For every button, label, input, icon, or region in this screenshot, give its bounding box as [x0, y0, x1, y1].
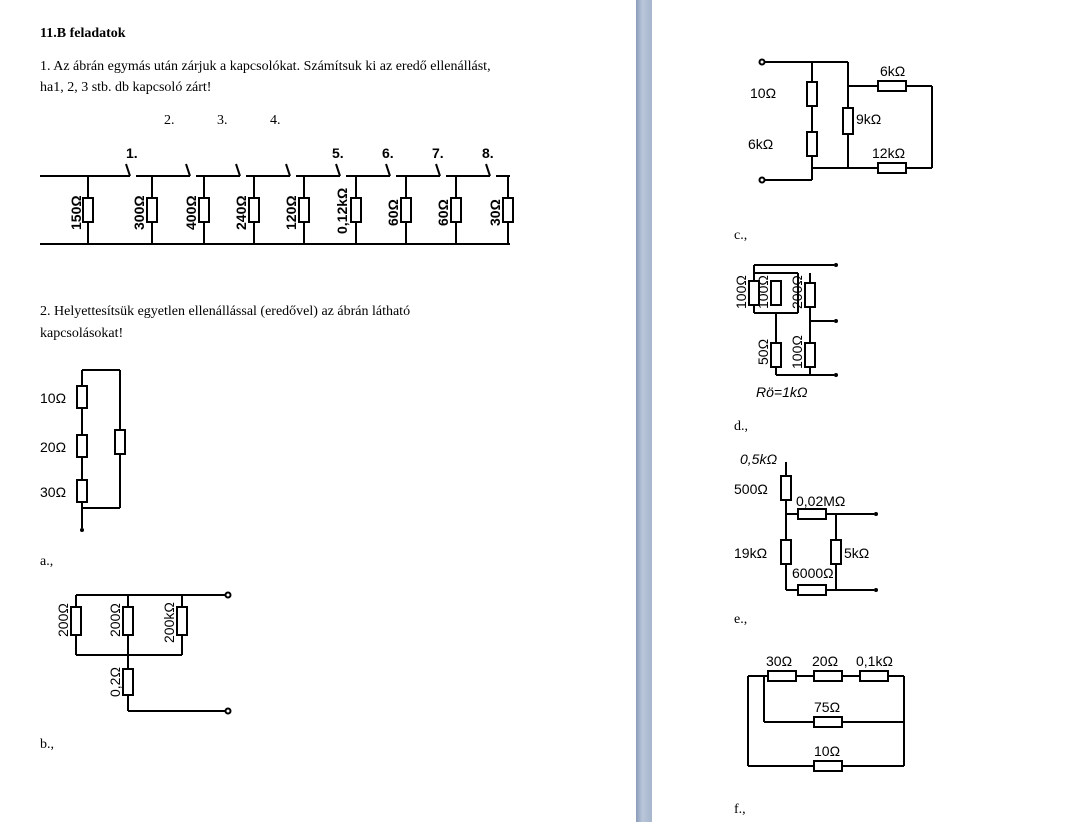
- circuit-e-r2-label: 0,02MΩ: [796, 493, 846, 509]
- circuit-e-r5-label: 6000Ω: [792, 565, 834, 581]
- circuit-d-note: Rö=1kΩ: [756, 384, 808, 400]
- circuit-b-r2-label: 200Ω: [107, 603, 123, 637]
- switch-1: [126, 164, 190, 176]
- circuit-c-caption: c.,: [734, 228, 748, 243]
- circuit-a-r3-label: 30Ω: [40, 484, 67, 500]
- circuit-c-r2-label: 6kΩ: [748, 136, 774, 152]
- circuit-d-r2-label: 100Ω: [755, 275, 771, 309]
- circuit-b-caption: b.,: [40, 737, 54, 752]
- circuit-c-diagram: [742, 50, 962, 190]
- circuit-a-caption: a.,: [40, 554, 54, 569]
- circuit-b-r3-label: 200kΩ: [161, 602, 177, 643]
- circuit-e-r1-label: 500Ω: [734, 481, 768, 497]
- circuit-e-r3-label: 19kΩ: [734, 545, 768, 561]
- circuit-b-r4-label: 0,2Ω: [107, 667, 123, 697]
- circuit-f-r2-label: 20Ω: [812, 653, 839, 669]
- switch-label-6: 6.: [382, 145, 394, 161]
- circuit-f-r5-label: 10Ω: [814, 743, 841, 759]
- r-label-150: 150Ω: [68, 195, 84, 230]
- circuit-c-r1-label: 10Ω: [750, 85, 777, 101]
- task2-line2: kapcsolásokat!: [40, 326, 124, 341]
- circuit-d-r5-label: 100Ω: [789, 335, 805, 369]
- circuit-d-diagram: [734, 255, 894, 410]
- circuit-e-caption: e.,: [734, 612, 748, 627]
- switch-header-2: 2.: [164, 113, 175, 128]
- circuit-f-diagram: [734, 640, 934, 780]
- r-label-240: 240Ω: [233, 195, 249, 230]
- switch-label-8: 8.: [482, 145, 494, 161]
- circuit-d-caption: d.,: [734, 419, 748, 434]
- circuit-d-r1-label: 100Ω: [733, 275, 749, 309]
- task1-line2: ha1, 2, 3 stb. db kapcsoló zárt!: [40, 80, 212, 95]
- circuit-e-note: 0,5kΩ: [740, 451, 778, 467]
- circuit-d-r3-label: 200Ω: [789, 275, 805, 309]
- switch-header-3: 3.: [217, 113, 228, 128]
- circuit-c-r5-label: 12kΩ: [872, 145, 906, 161]
- doc-title: 11.B feladatok: [40, 26, 126, 41]
- circuit-b-r1-label: 200Ω: [55, 603, 71, 637]
- r-label-400: 400Ω: [183, 195, 199, 230]
- r-label-300: 300Ω: [131, 195, 147, 230]
- circuit-e-diagram: [734, 448, 894, 598]
- r-label-30: 30Ω: [487, 199, 503, 226]
- switch-header-4: 4.: [270, 113, 281, 128]
- circuit-c-r4-label: 6kΩ: [880, 63, 906, 79]
- r-label-60a: 60Ω: [385, 199, 401, 226]
- circuit-a-r2-label: 20Ω: [40, 439, 67, 455]
- circuit-a-diagram: [40, 360, 140, 540]
- circuit-c-r3-label: 9kΩ: [856, 111, 882, 127]
- switch-label-1: 1.: [126, 145, 138, 161]
- circuit-d-r4-label: 50Ω: [755, 338, 771, 365]
- circuit-f-r3-label: 0,1kΩ: [856, 653, 893, 669]
- page-gutter: [636, 0, 652, 822]
- switch-label-7: 7.: [432, 145, 444, 161]
- task2-line1: 2. Helyettesítsük egyetlen ellenállással (eredővel) az ábrán látható: [40, 304, 411, 319]
- task1-line1: 1. Az ábrán egymás után zárjuk a kapcsolókat. Számítsuk ki az eredő ellenállást,: [40, 59, 491, 74]
- r-label-012k: 0,12kΩ: [334, 187, 350, 234]
- circuit-a-r1-label: 10Ω: [40, 390, 67, 406]
- r-label-120: 120Ω: [283, 195, 299, 230]
- ladder-circuit-diagram: [40, 138, 520, 253]
- r-label-60b: 60Ω: [435, 199, 451, 226]
- circuit-e-r4-label: 5kΩ: [844, 545, 870, 561]
- circuit-f-r4-label: 75Ω: [814, 699, 841, 715]
- circuit-f-r1-label: 30Ω: [766, 653, 793, 669]
- document-page-right: [652, 0, 1079, 822]
- switch-label-5: 5.: [332, 145, 344, 161]
- circuit-b-diagram: [40, 585, 240, 725]
- circuit-f-caption: f.,: [734, 802, 746, 817]
